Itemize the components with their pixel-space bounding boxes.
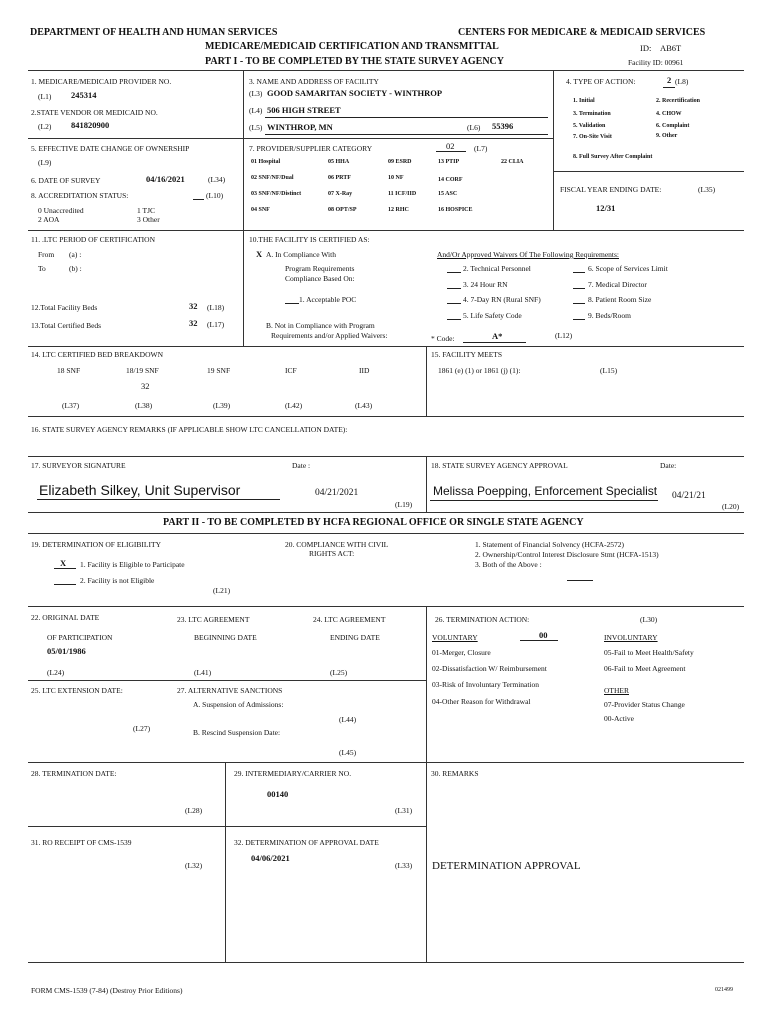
category-underline (436, 151, 466, 152)
action-option-2: 2. Recertification (656, 98, 700, 104)
accreditation-opt-0: 0 Unaccredited (38, 206, 84, 215)
intermediary-number[interactable]: 00140 (267, 789, 289, 799)
category-13: 13 PTIP (438, 159, 460, 165)
code-value[interactable]: A* (492, 331, 503, 341)
rule-v-4 (426, 346, 427, 416)
approval-signature-line (430, 500, 658, 501)
termination-value-underline (520, 640, 558, 641)
f20-label-2: RIGHTS ACT: (309, 549, 355, 558)
f10-label: 10.THE FACILITY IS CERTIFIED AS: (249, 235, 370, 244)
f5-label: 5. EFFECTIVE DATE CHANGE OF OWNERSHIP (31, 144, 190, 153)
compliance-mark[interactable]: X (256, 249, 263, 259)
f25-code: (L27) (133, 724, 151, 733)
period-to-b: (b) : (69, 264, 82, 273)
f17-date-label: Date : (292, 461, 311, 470)
bed-code-l39: (L39) (213, 401, 231, 410)
f20-item-2: 2. Ownership/Control Interest Disclosure Stmt (HCFA-1513) (475, 550, 659, 559)
f14-label: 14. LTC CERTIFIED BED BREAKDOWN (31, 350, 163, 359)
f1-code: (L1) (38, 92, 52, 101)
f25-label: 25. LTC EXTENSION DATE: (31, 686, 123, 695)
eligibility-mark-line (54, 568, 76, 569)
form-title: MEDICARE/MEDICAID CERTIFICATION AND TRANSMITTAL (205, 41, 499, 52)
action-option-6: 6. Complaint (656, 123, 690, 129)
f17-label: 17. SURVEYOR SIGNATURE (31, 461, 126, 470)
action-option-1: 1. Initial (573, 98, 595, 104)
action-option-5: 5. Validation (573, 123, 606, 129)
bed-col-19snf: 19 SNF (207, 366, 231, 375)
category-11: 11 ICF/IID (388, 191, 417, 197)
remarks-text[interactable]: DETERMINATION APPROVAL (432, 860, 581, 872)
part1-title: PART I - TO BE COMPLETED BY THE STATE SURVEY AGENCY (205, 56, 504, 67)
rule-h-5 (28, 346, 744, 347)
f23-label-2: BEGINNING DATE (194, 633, 257, 642)
f15-label: 15. FACILITY MEETS (431, 350, 503, 359)
oth-00: 00-Active (604, 714, 634, 723)
total-beds[interactable]: 32 (189, 301, 198, 311)
f26-label: 26. TERMINATION ACTION: (435, 615, 530, 624)
header-cms: CENTERS FOR MEDICARE & MEDICAID SERVICES (458, 27, 706, 38)
approval-signature[interactable]: Melissa Poepping, Enforcement Specialist (433, 484, 658, 498)
period-from-label: From (38, 250, 55, 259)
not-compliance-1: B. Not in Compliance with Program (266, 321, 375, 330)
f31-code: (L32) (185, 861, 203, 870)
sanction-a-code: (L44) (339, 715, 357, 724)
rule-v-2 (553, 70, 554, 230)
code-l12: (L12) (555, 331, 573, 340)
vol-04: 04-Other Reason for Withdrawal (432, 697, 531, 706)
f30-label: 30. REMARKS (431, 769, 479, 778)
f24-code: (L25) (330, 668, 348, 677)
action-type-value[interactable]: 2 (667, 75, 672, 85)
sanction-b-code: (L45) (339, 748, 357, 757)
facility-id: Facility ID: 00961 (628, 58, 684, 67)
code-label: * Code: (431, 334, 455, 343)
f8-code: (L10) (206, 191, 224, 200)
action-option-3: 3. Termination (573, 111, 611, 117)
category-07: 07 X-Ray (328, 191, 353, 197)
category-14: 14 CORF (438, 177, 463, 183)
category-01: 01 Hospital (251, 159, 281, 165)
f19-code: (L21) (213, 586, 231, 595)
category-05: 05 HHA (328, 159, 350, 165)
f2-code: (L2) (38, 122, 52, 131)
rule-v-7 (225, 762, 226, 962)
waiver-5-blank[interactable] (447, 319, 461, 320)
rule-h-6 (28, 416, 744, 417)
waiver-8-blank[interactable] (573, 303, 585, 304)
vendor-number[interactable]: 841820900 (71, 120, 110, 130)
rule-h-9 (28, 533, 744, 534)
part2-title: PART II - TO BE COMPLETED BY HCFA REGIONAL OFFICE OR SINGLE STATE AGENCY (163, 517, 584, 528)
waiver-5: 5. Life Safety Code (463, 311, 522, 320)
f22-label-2: OF PARTICIPATION (47, 633, 113, 642)
rule-bottom (28, 962, 744, 963)
not-compliance-2: Requirements and/or Applied Waivers: (271, 331, 388, 340)
f20-item-1: 1. Statement of Financial Solvency (HCFA-2572) (475, 540, 625, 549)
f7-label: 7. PROVIDER/SUPPLIER CATEGORY (249, 144, 373, 153)
bed-col-iid: IID (359, 366, 370, 375)
action-option-8: 8. Full Survey After Complaint (573, 154, 653, 160)
rule-h-13 (28, 826, 426, 827)
f5-code: (L9) (38, 158, 52, 167)
waivers-title: And/Or Approved Waivers Of The Following Requirements: (437, 250, 620, 259)
waiver-6: 6. Scope of Services Limit (588, 264, 668, 273)
acceptable-poc: 1. Acceptable POC (299, 295, 357, 304)
compliance-a: A. In Compliance With (266, 250, 336, 259)
f3-label: 3. NAME AND ADDRESS OF FACILITY (249, 77, 379, 86)
facility-city[interactable]: WINTHROP, MN (267, 122, 333, 132)
category-02: 02 SNF/NF/Dual (251, 175, 294, 181)
original-participation-date[interactable]: 05/01/1986 (47, 646, 86, 656)
rule-h-4 (28, 230, 744, 231)
surveyor-signature[interactable]: Elizabeth Silkey, Unit Supervisor (39, 482, 241, 498)
facility-zip[interactable]: 55396 (492, 121, 514, 131)
f4-code: (L8) (675, 77, 689, 86)
f8-label: 8. ACCREDITATION STATUS: (31, 191, 129, 200)
program-req-1: Program Requirements (285, 264, 355, 273)
category-value[interactable]: 02 (446, 141, 455, 151)
f18-label: 18. STATE SURVEY AGENCY APPROVAL (431, 461, 568, 470)
f3-code-name: (L3) (249, 89, 263, 98)
street-underline (265, 117, 548, 118)
code-underline (463, 342, 526, 343)
f29-code: (L31) (395, 806, 413, 815)
bed-col-18snf: 18 SNF (57, 366, 81, 375)
f20-blank[interactable] (567, 580, 593, 581)
accreditation-opt-2: 2 AOA (38, 215, 60, 224)
f26-code: (L30) (640, 615, 658, 624)
approval-date[interactable]: 04/21/21 (672, 491, 706, 501)
period-to-label: To (38, 264, 46, 273)
other-heading: OTHER (604, 686, 629, 695)
f2-label: 2.STATE VENDOR OR MEDICAID NO. (31, 108, 158, 117)
rule-h-7 (28, 456, 744, 457)
poc-blank[interactable] (285, 303, 299, 304)
f15-text: 1861 (e) (1) or 1861 (j) (1): (438, 366, 521, 375)
facility-street[interactable]: 506 HIGH STREET (267, 105, 341, 115)
rule-h-12 (28, 762, 744, 763)
oth-07: 07-Provider Status Change (604, 700, 685, 709)
waiver-2-blank[interactable] (447, 272, 461, 273)
bed-col-icf: ICF (285, 366, 297, 375)
certified-beds[interactable]: 32 (189, 318, 198, 328)
fiscal-year-end[interactable]: 12/31 (596, 203, 616, 213)
f6-code: (L34) (208, 175, 226, 184)
accreditation-opt-3: 3 Other (137, 215, 160, 224)
vol-01: 01-Merger, Closure (432, 648, 491, 657)
category-22: 22 CLIA (501, 159, 524, 165)
rule-v-3 (243, 230, 244, 346)
waiver-7: 7. Medical Director (588, 280, 647, 289)
id-label: ID: (640, 43, 652, 53)
involuntary-heading: INVOLUNTARY (604, 633, 658, 642)
f32-code: (L33) (395, 861, 413, 870)
survey-date[interactable]: 04/16/2021 (146, 174, 185, 184)
bed-code-l42: (L42) (285, 401, 303, 410)
f20-item-3: 3. Both of the Above : (475, 560, 542, 569)
eligible-opt-2: 2. Facility is not Eligible (80, 576, 155, 585)
program-req-2: Compliance Based On: (285, 274, 355, 283)
waiver-3-blank[interactable] (447, 288, 461, 289)
f6-label: 6. DATE OF SURVEY (31, 176, 101, 185)
rule-h-11 (28, 680, 426, 681)
waiver-2: 2. Technical Personnel (463, 264, 531, 273)
inv-06: 06-Fail to Meet Agreement (604, 664, 686, 673)
f3-code-zip: (L6) (467, 123, 481, 132)
accreditation-blank[interactable] (193, 199, 204, 200)
total-beds-code: (L18) (207, 303, 225, 312)
bed-col-1819snf: 18/19 SNF (126, 366, 159, 375)
f22-code: (L24) (47, 668, 65, 677)
eligible-opt-1: 1. Facility is Eligible to Participate (80, 560, 185, 569)
certified-beds-code: (L17) (207, 320, 225, 329)
waiver-3: 3. 24 Hour RN (463, 280, 508, 289)
f32-label: 32. DETERMINATION OF APPROVAL DATE (234, 838, 379, 847)
total-beds-label: 12.Total Facility Beds (31, 303, 98, 312)
rule-h-10 (28, 606, 744, 607)
form-footer: FORM CMS-1539 (7-84) (Destroy Prior Editions) (31, 986, 183, 995)
f11-label: 11. .LTC PERIOD OF CERTIFICATION (31, 235, 156, 244)
f28-label: 28. TERMINATION DATE: (31, 769, 117, 778)
rule-top (28, 70, 744, 71)
eligibility-mark[interactable]: X (60, 558, 67, 568)
f3-code-street: (L4) (249, 106, 263, 115)
category-09: 09 ESRD (388, 159, 412, 165)
approval-determination-date[interactable]: 04/06/2021 (251, 853, 290, 863)
voluntary-heading: VOLUNTARY (432, 633, 478, 642)
facility-name[interactable]: GOOD SAMARITAN SOCIETY - WINTHROP (267, 88, 443, 98)
f20-label-1: 20. COMPLIANCE WITH CIVIL (285, 540, 389, 549)
action-option-7: 7. On-Site Visit (573, 134, 612, 140)
waiver-8: 8. Patient Room Size (588, 295, 652, 304)
waiver-7-blank[interactable] (573, 288, 585, 289)
rule-v-1 (243, 70, 244, 230)
sanction-a: A. Suspension of Admissions: (193, 700, 284, 709)
f24-label-2: ENDING DATE (330, 633, 380, 642)
rule-h-2 (243, 138, 553, 139)
provider-number[interactable]: 245314 (71, 90, 97, 100)
category-08: 08 OPT/SP (328, 207, 357, 213)
f24-label: 24. LTC AGREEMENT (313, 615, 386, 624)
termination-action-value[interactable]: 00 (539, 630, 548, 640)
rule-v-5 (426, 456, 427, 512)
category-10: 10 NF (388, 175, 404, 181)
action-option-9: 9. Other (656, 133, 678, 139)
ineligible-blank[interactable] (54, 584, 76, 585)
inv-05: 05-Fail to Meet Health/Safety (604, 648, 694, 657)
period-from-a: (a) : (69, 250, 82, 259)
category-06: 06 PRTF (328, 175, 351, 181)
waiver-4-blank[interactable] (447, 303, 461, 304)
waiver-6-blank[interactable] (573, 272, 585, 273)
f3-code-city: (L5) (249, 123, 263, 132)
category-12: 12 RHC (388, 207, 409, 213)
sanction-b: B. Rescind Suspension Date: (193, 728, 281, 737)
surveyor-date[interactable]: 04/21/2021 (315, 488, 359, 498)
surveyor-signature-line (37, 499, 280, 500)
waiver-9-blank[interactable] (573, 319, 585, 320)
f19-label: 19. DETERMINATION OF ELIGIBILITY (31, 540, 161, 549)
rule-h-3 (553, 171, 744, 172)
f7-code: (L7) (474, 144, 488, 153)
category-16: 16 HOSPICE (438, 207, 473, 213)
bed-code-l37: (L37) (62, 401, 80, 410)
bed-code-l43: (L43) (355, 401, 373, 410)
f27-label: 27. ALTERNATIVE SANCTIONS (177, 686, 283, 695)
f4-label: 4. TYPE OF ACTION: (566, 77, 636, 86)
f17-code: (L19) (395, 500, 413, 509)
waiver-9: 9. Beds/Room (588, 311, 631, 320)
f16-label: 16. STATE SURVEY AGENCY REMARKS (IF APPLICABLE SHOW LTC CANCELLATION DATE): (31, 425, 348, 434)
f28-code: (L28) (185, 806, 203, 815)
f23-label: 23. LTC AGREEMENT (177, 615, 250, 624)
bed-code-l38: (L38) (135, 401, 153, 410)
category-15: 15 ASC (438, 191, 458, 197)
fiscal-label: FISCAL YEAR ENDING DATE: (560, 185, 662, 194)
f1-label: 1. MEDICARE/MEDICAID PROVIDER NO. (31, 77, 172, 86)
category-04: 04 SNF (251, 207, 270, 213)
vol-03: 03-Risk of Involuntary Termination (432, 680, 540, 689)
f23-code: (L41) (194, 668, 212, 677)
f18-code: (L20) (722, 502, 740, 511)
header-department: DEPARTMENT OF HEALTH AND HUMAN SERVICES (30, 27, 278, 38)
f18-date-label: Date: (660, 461, 677, 470)
category-03: 03 SNF/NF/Distinct (251, 191, 302, 197)
certified-beds-label: 13.Total Certified Beds (31, 321, 102, 330)
f22-label: 22. ORIGINAL DATE (31, 613, 100, 622)
rule-v-6 (426, 606, 427, 962)
footer-code: 021499 (715, 987, 733, 993)
vol-02: 02-Dissatisfaction W/ Reimbursement (432, 664, 547, 673)
waiver-4: 4. 7-Day RN (Rural SNF) (463, 295, 541, 304)
id-value: AB6T (660, 43, 682, 53)
accreditation-opt-1: 1 TJC (137, 206, 155, 215)
action-type-underline (663, 87, 675, 88)
rule-h-8 (28, 512, 744, 513)
action-option-4: 4. CHOW (656, 111, 682, 117)
f31-label: 31. RO RECEIPT OF CMS-1539 (31, 838, 132, 847)
f15-code: (L15) (600, 366, 618, 375)
rule-h-1 (28, 138, 243, 139)
f29-label: 29. INTERMEDIARY/CARRIER NO. (234, 769, 352, 778)
fiscal-code: (L35) (698, 185, 716, 194)
beds-1819-value[interactable]: 32 (141, 381, 150, 391)
city-underline (265, 134, 548, 135)
